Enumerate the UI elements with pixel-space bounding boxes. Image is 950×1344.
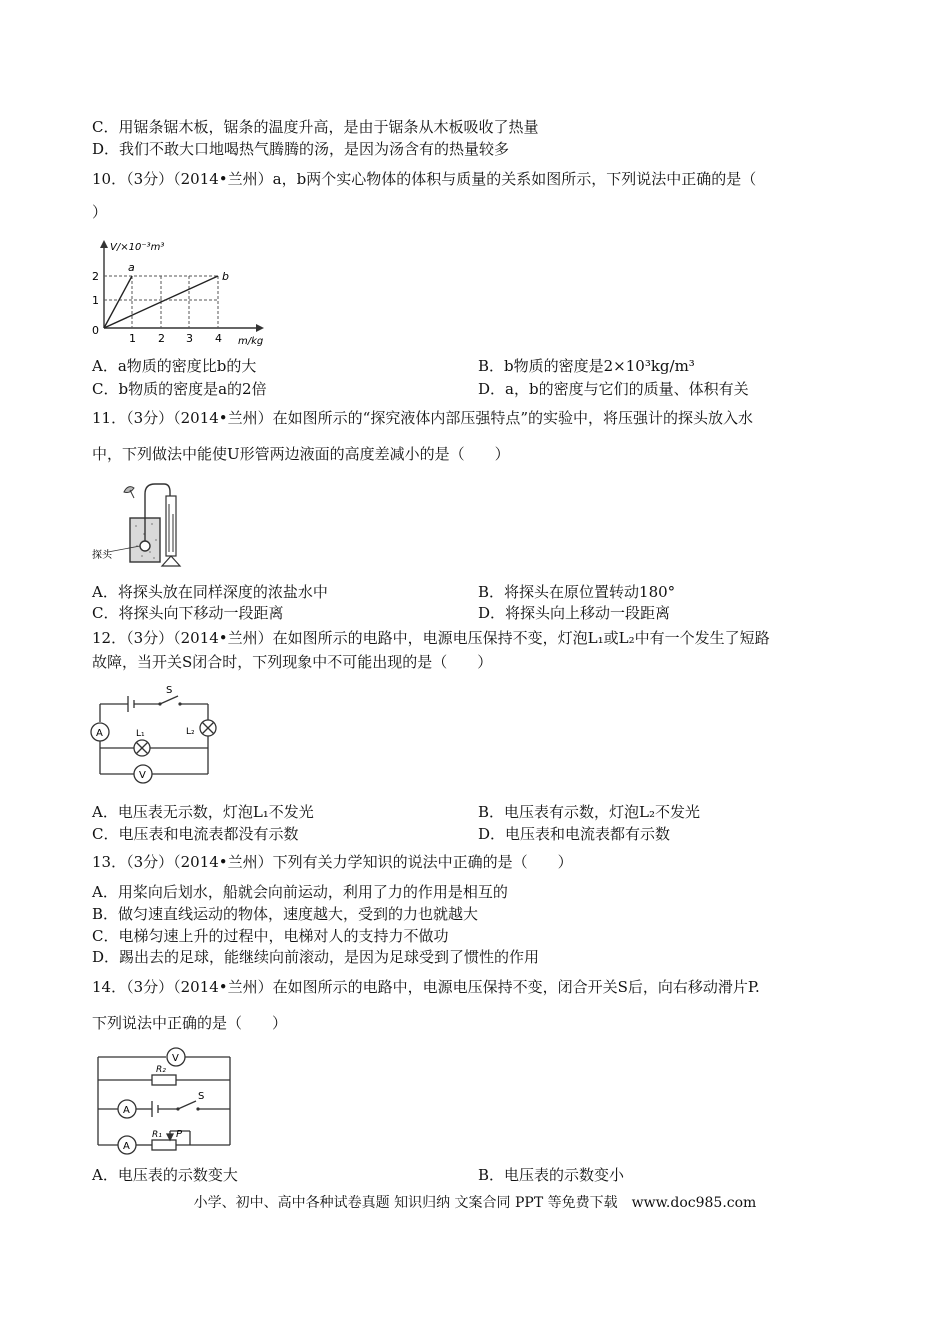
q14-voltmeter-label: V xyxy=(172,1053,179,1064)
q11-option-b: B．将探头在原位置转动180° xyxy=(478,583,676,601)
q12-option-b: B．电压表有示数，灯泡L₂不发光 xyxy=(478,803,700,821)
q14-r1-label: R₁ xyxy=(152,1130,162,1140)
q10-line-b-label: b xyxy=(222,270,229,283)
q11-stem-line2: 中，下列做法中能使U形管两边液面的高度差减小的是（ ） xyxy=(92,445,510,463)
q10-x-tick-3: 3 xyxy=(186,332,193,345)
q13-stem: 13．（3分）（2014•兰州）下列有关力学知识的说法中正确的是（ ） xyxy=(92,853,573,871)
q14-r2-label: R₂ xyxy=(156,1065,166,1075)
q13-option-d: D．踢出去的足球，能继续向前滚动，是因为足球受到了惯性的作用 xyxy=(92,948,540,966)
q9-option-d: D．我们不敢大口地喝热气腾腾的汤，是因为汤含有的热量较多 xyxy=(92,140,510,158)
q13-option-a: A．用桨向后划水，船就会向前运动，利用了力的作用是相互的 xyxy=(92,883,508,901)
q10-density-graph xyxy=(86,236,276,350)
q10-x-axis-label: m/kg xyxy=(238,336,264,347)
q14-stem-line1: 14．（3分）（2014•兰州）在如图所示的电路中，电源电压保持不变，闭合开关S后，向右移动滑片P. xyxy=(92,978,760,996)
q10-stem-line1: 10．（3分）（2014•兰州）a，b两个实心物体的体积与质量的关系如图所示，下列说法中正确的是（ xyxy=(92,170,757,188)
q12-stem-line1: 12．（3分）（2014•兰州）在如图所示的电路中，电源电压保持不变，灯泡L₁或L₂中有一个发生了短路 xyxy=(92,629,770,647)
q10-x-tick-2: 2 xyxy=(158,332,165,345)
q10-option-a: A．a物质的密度比b的大 xyxy=(92,357,257,375)
q11-probe-label: 探头 xyxy=(92,550,112,561)
q11-option-c: C．将探头向下移动一段距离 xyxy=(92,604,284,622)
q14-circuit-diagram xyxy=(90,1045,240,1155)
q12-voltmeter-label: V xyxy=(139,770,146,781)
q12-option-c: C．电压表和电流表都没有示数 xyxy=(92,825,299,843)
q10-y-tick-1: 1 xyxy=(92,294,99,307)
q14-option-b: B．电压表的示数变小 xyxy=(478,1166,625,1184)
q11-option-d: D．将探头向上移动一段距离 xyxy=(478,604,671,622)
q10-y-axis-label: V/×10⁻³m³ xyxy=(110,242,165,253)
q10-option-c: C．b物质的密度是a的2倍 xyxy=(92,380,267,398)
page-footer: 小学、初中、高中各种试卷真题 知识归纳 文案合同 PPT 等免费下载 www.doc985.com xyxy=(193,1195,757,1211)
q12-option-a: A．电压表无示数，灯泡L₁不发光 xyxy=(92,803,314,821)
q10-y-tick-2: 2 xyxy=(92,270,99,283)
q10-origin: 0 xyxy=(92,324,99,337)
q12-lamp1-label: L₁ xyxy=(136,729,145,739)
q10-option-d: D．a，b的密度与它们的质量、体积有关 xyxy=(478,380,749,398)
q13-option-c: C．电梯匀速上升的过程中，电梯对人的支持力不做功 xyxy=(92,927,449,945)
q12-ammeter-label: A xyxy=(96,728,103,739)
q11-option-a: A．将探头放在同样深度的浓盐水中 xyxy=(92,583,328,601)
q11-pressure-gauge-figure xyxy=(90,474,190,569)
q12-stem-line2: 故障，当开关S闭合时，下列现象中不可能出现的是（ ） xyxy=(92,653,493,671)
q14-slider-label: P xyxy=(176,1129,183,1140)
q11-stem-line1: 11．（3分）（2014•兰州）在如图所示的“探究液体内部压强特点”的实验中，将压强计的探头放入水 xyxy=(92,409,753,427)
q14-ammeter-label-1: A xyxy=(123,1105,130,1116)
q14-stem-line2: 下列说法中正确的是（ ） xyxy=(92,1014,288,1032)
q10-line-a-label: a xyxy=(128,261,135,274)
q12-lamp2-label: L₂ xyxy=(186,727,195,737)
q14-switch-label: S xyxy=(198,1091,205,1102)
q12-switch-label: S xyxy=(166,685,173,696)
q14-option-a: A．电压表的示数变大 xyxy=(92,1166,238,1184)
q10-x-tick-4: 4 xyxy=(215,332,222,345)
q14-ammeter-label-2: A xyxy=(123,1141,130,1152)
q13-option-b: B．做匀速直线运动的物体，速度越大，受到的力也就越大 xyxy=(92,905,479,923)
q10-stem-line2: ） xyxy=(92,203,108,221)
q10-option-b: B．b物质的密度是2×10³kg/m³ xyxy=(478,357,695,375)
q9-option-c: C．用锯条锯木板，锯条的温度升高，是由于锯条从木板吸收了热量 xyxy=(92,118,539,136)
q12-circuit-diagram xyxy=(90,684,220,784)
q12-option-d: D．电压表和电流表都有示数 xyxy=(478,825,671,843)
q10-x-tick-1: 1 xyxy=(129,332,136,345)
